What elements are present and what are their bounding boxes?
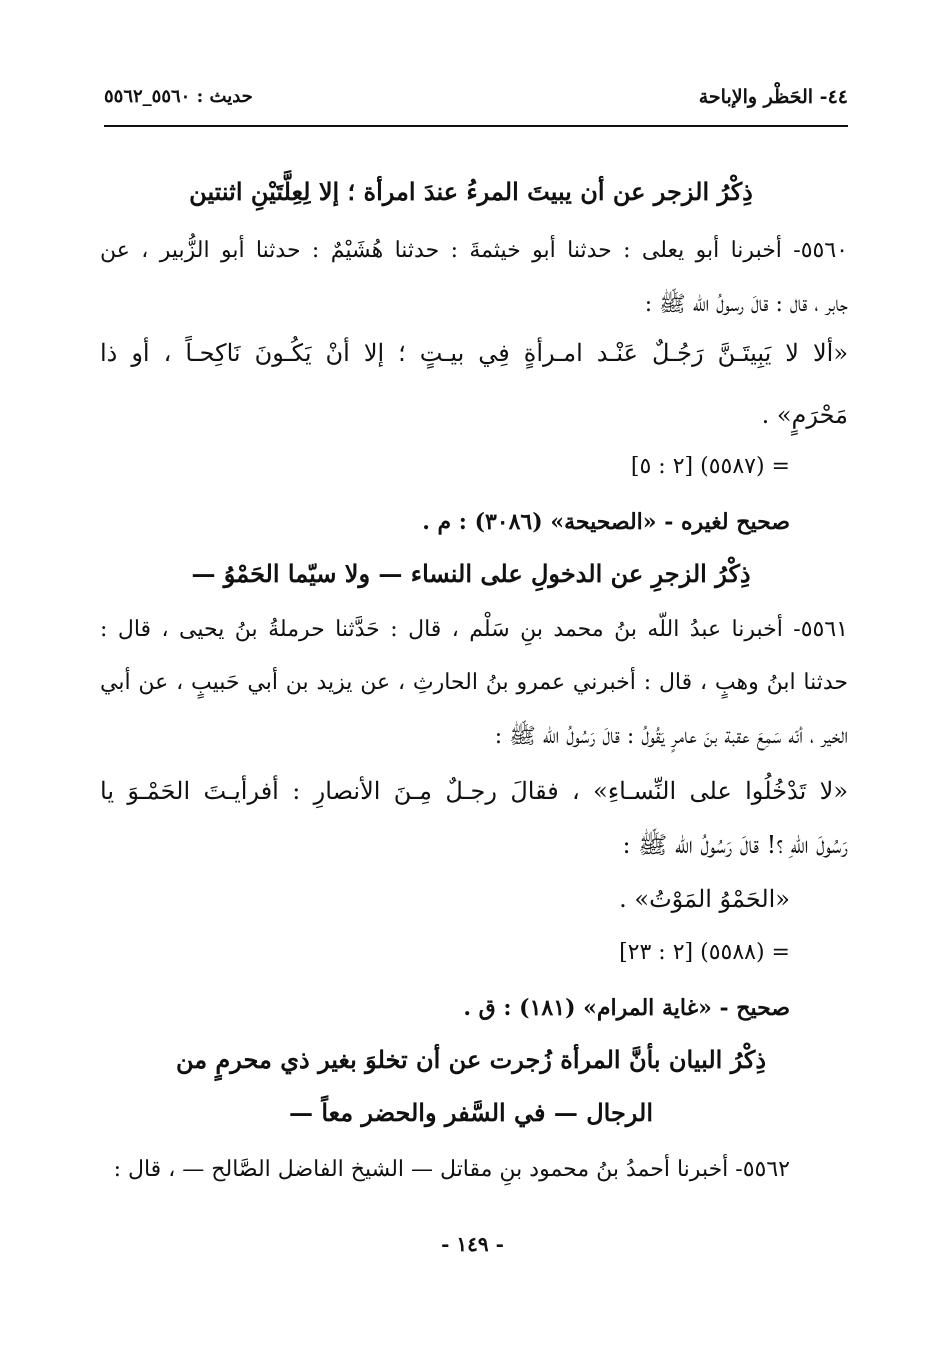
hadith-5561-isnad-line-1: ٥٥٦١- أخبرنا عبدُ اللّه بنُ محمد بنِ سَلْم ، قال : حَدَّثنا حرملةُ بنُ يحيى ، قال :: [100, 617, 848, 642]
page-header: [104, 80, 848, 124]
hadith-5560-grading: صحيح لغيره - «الصحيحة» (٣٠٨٦) : م .: [422, 509, 790, 535]
hadith-5560-isnad-line-1: ٥٥٦٠- أخبرنا أبو يعلى : حدثنا أبو خيثمةَ : حدثنا هُشَيْمٌ : حدثنا أبو الزُّبير ، عن: [100, 238, 848, 263]
hadith-5561-isnad-line-2: حدثنا ابنُ وهبٍ ، قال : أخبرني عمرو بنُ الحارثِ ، عن يزيد بن أبي حَبيبٍ ، عن أبي: [100, 670, 848, 695]
hadith-5561-grading: صحيح - «غاية المرام» (١٨١) : ق .: [463, 995, 790, 1021]
hadith-5561-reference: = (٥٥٨٨) [٢ : ٢٣]: [619, 940, 790, 965]
book-title: ٤٤- الحَظْر والإباحة: [698, 86, 848, 108]
hadith-5562-isnad-line-1: ٥٥٦٢- أخبرنا أحمدُ بنُ محمود بنِ مقاتل — الشيخ الفاضل الصَّالح — ، قال :: [113, 1157, 790, 1182]
hadith-5560-matn-line-1: «ألا لا يَبِيتَـنَّ رَجُـلٌ عَنْـد امـرأةٍ فِي بيـتٍ ؛ إلا أنْ يَكُـونَ نَاكِحـاً ، أو ذا: [100, 339, 848, 367]
hadith-5560-matn-line-2: مَحْرَمٍ» .: [761, 401, 848, 429]
header-divider: [104, 125, 848, 127]
hadith-5561-matn-line-2: رَسُولَ اللّهِ ؟! قالَ رَسُولُ اللّه ﷺ :: [622, 831, 848, 859]
hadith-5560-isnad-line-2: جابر ، قال : قالَ رسولُ اللّه ﷺ :: [644, 292, 848, 317]
hadith-range: حديث : ٥٥٦٠_٥٥٦٢: [104, 86, 253, 107]
page-number: - ١٤٩ -: [441, 1232, 504, 1256]
hadith-5560-reference: = (٥٥٨٧) [٢ : ٥]: [630, 454, 790, 479]
chapter-heading-2: ذِكْرُ الزجرِ عن الدخولِ على النساء — ولا سيّما الحَمْوُ —: [191, 559, 751, 588]
chapter-heading-3-line-1: ذِكْرُ البيان بأنَّ المرأة زُجرت عن أن تخلوَ بغير ذي محرمٍ من: [175, 1045, 767, 1074]
hadith-5561-matn-line-3: «الحَمْوُ المَوْتُ» .: [619, 885, 790, 913]
chapter-heading-3-line-2: الرجال — في السَّفر والحضر معاً —: [288, 1098, 654, 1127]
hadith-5561-matn-line-1: «لا تَدْخُلُوا على النِّسـاءِ» ، فقالَ رجـلٌ مِـنَ الأنصارِ : أفرأيـتَ الحَمْـوَ يا: [100, 777, 848, 805]
chapter-heading-1: ذِكْرُ الزجر عن أن يبيتَ المرءُ عندَ امرأة ؛ إلا لِعِلَّتَيْنِ اثنتين: [189, 177, 753, 206]
hadith-5561-isnad-line-3: الخير ، أنّه سَمِعَ عقبة بنَ عامرٍ يَقُولُ : قالَ رَسُولُ اللّه ﷺ :: [494, 724, 848, 749]
